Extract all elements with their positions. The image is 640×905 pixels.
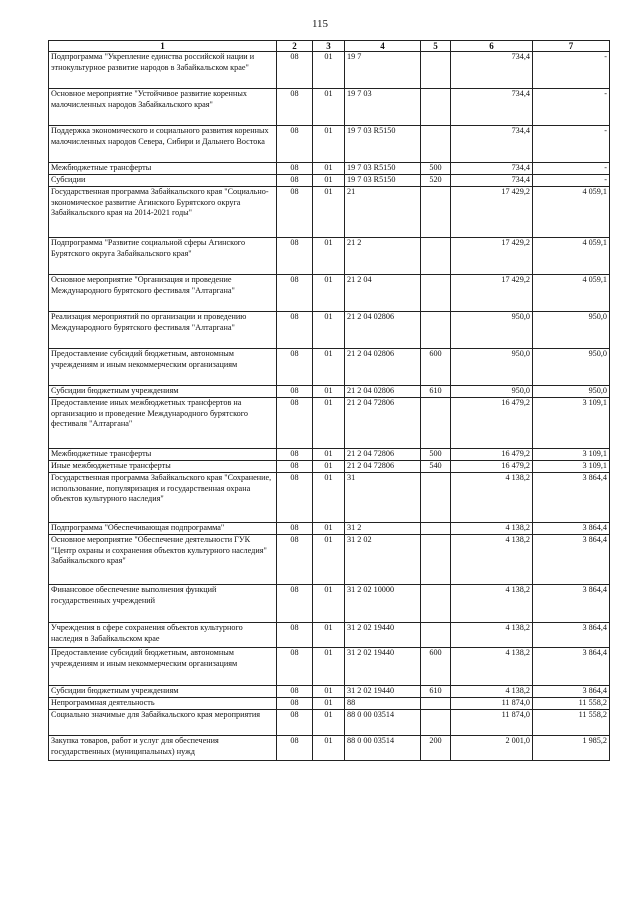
row-section-code: 08 — [277, 535, 313, 585]
row-section-code: 08 — [277, 461, 313, 473]
row-amount-2: - — [533, 52, 610, 89]
row-target-code: 88 0 00 03514 — [345, 710, 421, 736]
row-amount-2: - — [533, 163, 610, 175]
row-amount-1: 17 429,2 — [451, 238, 533, 275]
table-row — [49, 623, 610, 648]
row-amount-2: 4 059,1 — [533, 275, 610, 312]
row-subsection-code: 01 — [313, 585, 345, 623]
row-expense-type: 540 — [421, 461, 451, 473]
row-target-code: 19 7 — [345, 52, 421, 89]
row-name: Государственная программа Забайкальского края "Социально-экономическое развитие Агинского Бурятского округа Забайкальского края на 2014-2021 годы" — [49, 187, 277, 238]
row-name: Предоставление субсидий бюджетным, автономным учреждениям и иным некоммерческим организациям — [49, 349, 277, 386]
row-target-code: 21 2 04 72806 — [345, 461, 421, 473]
row-amount-1: 4 138,2 — [451, 623, 533, 648]
row-target-code: 31 2 02 — [345, 535, 421, 585]
row-target-code: 21 2 04 02806 — [345, 349, 421, 386]
row-subsection-code: 01 — [313, 698, 345, 710]
row-section-code: 08 — [277, 585, 313, 623]
row-section-code: 08 — [277, 163, 313, 175]
row-section-code: 08 — [277, 686, 313, 698]
row-subsection-code: 01 — [313, 386, 345, 398]
row-amount-1: 16 479,2 — [451, 398, 533, 449]
column-header-4: 4 — [345, 41, 421, 52]
table-row — [49, 648, 610, 686]
row-subsection-code: 01 — [313, 449, 345, 461]
table-row — [49, 710, 610, 736]
row-amount-1: 4 138,2 — [451, 648, 533, 686]
row-amount-1: 4 138,2 — [451, 473, 533, 523]
row-amount-2: 3 109,1 — [533, 398, 610, 449]
row-subsection-code: 01 — [313, 623, 345, 648]
row-subsection-code: 01 — [313, 473, 345, 523]
row-target-code: 21 2 04 02806 — [345, 312, 421, 349]
row-expense-type: 200 — [421, 736, 451, 761]
row-expense-type: 600 — [421, 349, 451, 386]
row-subsection-code: 01 — [313, 523, 345, 535]
row-amount-2: 11 558,2 — [533, 710, 610, 736]
table-row — [49, 312, 610, 349]
row-target-code: 31 — [345, 473, 421, 523]
row-target-code: 31 2 02 19440 — [345, 686, 421, 698]
table-row — [49, 473, 610, 523]
row-target-code: 21 2 04 — [345, 275, 421, 312]
row-subsection-code: 01 — [313, 126, 345, 163]
row-name: Поддержка экономического и социального развития коренных малочисленных народов Севера, Сибири и Дальнего Востока — [49, 126, 277, 163]
row-target-code: 19 7 03 — [345, 89, 421, 126]
table-row — [49, 163, 610, 175]
row-name: Основное мероприятие "Обеспечение деятельности ГУК "Центр охраны и сохранения объектов культурного наследия" Забайкальского края" — [49, 535, 277, 585]
row-expense-type — [421, 698, 451, 710]
row-expense-type — [421, 187, 451, 238]
row-amount-1: 950,0 — [451, 349, 533, 386]
row-subsection-code: 01 — [313, 312, 345, 349]
row-amount-1: 950,0 — [451, 312, 533, 349]
row-target-code: 21 2 04 72806 — [345, 449, 421, 461]
table-row — [49, 175, 610, 187]
row-section-code: 08 — [277, 175, 313, 187]
row-name: Государственная программа Забайкальского края "Сохранение, использование, популяризация и государственная охрана объектов культурного наследия" — [49, 473, 277, 523]
row-section-code: 08 — [277, 187, 313, 238]
row-amount-2: 1 985,2 — [533, 736, 610, 761]
row-amount-2: 11 558,2 — [533, 698, 610, 710]
row-amount-2: 4 059,1 — [533, 187, 610, 238]
row-expense-type: 500 — [421, 449, 451, 461]
row-subsection-code: 01 — [313, 89, 345, 126]
row-amount-1: 11 874,0 — [451, 710, 533, 736]
row-name: Иные межбюджетные трансферты — [49, 461, 277, 473]
row-target-code: 31 2 02 10000 — [345, 585, 421, 623]
row-name: Предоставление субсидий бюджетным, автономным учреждениям и иным некоммерческим организациям — [49, 648, 277, 686]
row-subsection-code: 01 — [313, 535, 345, 585]
row-amount-1: 16 479,2 — [451, 449, 533, 461]
row-section-code: 08 — [277, 623, 313, 648]
row-name: Субсидии — [49, 175, 277, 187]
row-expense-type — [421, 312, 451, 349]
row-expense-type: 610 — [421, 686, 451, 698]
table-row — [49, 238, 610, 275]
row-name: Реализация мероприятий по организации и проведению Международного бурятского фестиваля "Алтаргана" — [49, 312, 277, 349]
table-row — [49, 275, 610, 312]
table-row — [49, 386, 610, 398]
row-name: Финансовое обеспечение выполнения функций государственных учреждений — [49, 585, 277, 623]
row-name: Подпрограмма "Развитие социальной сферы Агинского Бурятского округа Забайкальского края" — [49, 238, 277, 275]
row-name: Подпрограмма "Укрепление единства российской нации и этнокультурное развитие народов в Забайкальском крае" — [49, 52, 277, 89]
row-expense-type — [421, 710, 451, 736]
row-amount-2: 3 864,4 — [533, 473, 610, 523]
row-subsection-code: 01 — [313, 349, 345, 386]
row-subsection-code: 01 — [313, 275, 345, 312]
row-name: Учреждения в сфере сохранения объектов культурного наследия в Забайкальском крае — [49, 623, 277, 648]
table-row — [49, 89, 610, 126]
column-header-3: 3 — [313, 41, 345, 52]
row-expense-type — [421, 623, 451, 648]
table-row — [49, 736, 610, 761]
row-expense-type — [421, 523, 451, 535]
row-name: Межбюджетные трансферты — [49, 163, 277, 175]
row-target-code: 21 2 — [345, 238, 421, 275]
table-row — [49, 187, 610, 238]
table-row — [49, 52, 610, 89]
row-name: Закупка товаров, работ и услуг для обеспечения государственных (муниципальных) нужд — [49, 736, 277, 761]
row-amount-2: 4 059,1 — [533, 238, 610, 275]
row-name: Предоставление иных межбюджетных трансфертов на организацию и проведение Международного бурятского фестиваля "Алтаргана" — [49, 398, 277, 449]
row-amount-1: 734,4 — [451, 89, 533, 126]
table-row — [49, 461, 610, 473]
row-amount-1: 11 874,0 — [451, 698, 533, 710]
row-target-code: 31 2 02 19440 — [345, 648, 421, 686]
row-amount-2: 3 864,4 — [533, 535, 610, 585]
table-row — [49, 126, 610, 163]
row-section-code: 08 — [277, 398, 313, 449]
row-amount-2: 3 864,4 — [533, 523, 610, 535]
row-amount-2: 3 109,1 — [533, 449, 610, 461]
row-section-code: 08 — [277, 238, 313, 275]
row-name: Социально значимые для Забайкальского края мероприятия — [49, 710, 277, 736]
table-row — [49, 523, 610, 535]
budget-table — [48, 40, 610, 761]
column-header-6: 6 — [451, 41, 533, 52]
row-target-code: 88 0 00 03514 — [345, 736, 421, 761]
row-target-code: 19 7 03 R5150 — [345, 126, 421, 163]
table-row — [49, 398, 610, 449]
row-section-code: 08 — [277, 312, 313, 349]
row-amount-2: 3 864,4 — [533, 648, 610, 686]
row-name: Субсидии бюджетным учреждениям — [49, 686, 277, 698]
row-section-code: 08 — [277, 736, 313, 761]
row-amount-1: 16 479,2 — [451, 461, 533, 473]
row-subsection-code: 01 — [313, 686, 345, 698]
row-name: Межбюджетные трансферты — [49, 449, 277, 461]
row-section-code: 08 — [277, 126, 313, 163]
table-row — [49, 449, 610, 461]
row-amount-1: 4 138,2 — [451, 686, 533, 698]
row-name: Подпрограмма "Обеспечивающая подпрограмма" — [49, 523, 277, 535]
row-amount-1: 734,4 — [451, 175, 533, 187]
row-amount-1: 17 429,2 — [451, 275, 533, 312]
row-amount-1: 734,4 — [451, 126, 533, 163]
row-subsection-code: 01 — [313, 710, 345, 736]
row-subsection-code: 01 — [313, 736, 345, 761]
row-expense-type — [421, 238, 451, 275]
row-name: Непрограммная деятельность — [49, 698, 277, 710]
row-name: Основное мероприятие "Устойчивое развитие коренных малочисленных народов Забайкальского края" — [49, 89, 277, 126]
row-subsection-code: 01 — [313, 52, 345, 89]
row-section-code: 08 — [277, 386, 313, 398]
header-row — [49, 41, 610, 52]
row-name: Субсидии бюджетным учреждениям — [49, 386, 277, 398]
row-section-code: 08 — [277, 275, 313, 312]
row-amount-2: 3 864,4 — [533, 623, 610, 648]
row-amount-1: 734,4 — [451, 163, 533, 175]
row-subsection-code: 01 — [313, 163, 345, 175]
row-subsection-code: 01 — [313, 238, 345, 275]
row-amount-1: 2 001,0 — [451, 736, 533, 761]
row-section-code: 08 — [277, 648, 313, 686]
row-expense-type: 500 — [421, 163, 451, 175]
row-subsection-code: 01 — [313, 461, 345, 473]
column-header-7: 7 — [533, 41, 610, 52]
column-header-1: 1 — [49, 41, 277, 52]
row-target-code: 31 2 02 19440 — [345, 623, 421, 648]
row-amount-2: 3 864,4 — [533, 585, 610, 623]
row-amount-2: 950,0 — [533, 386, 610, 398]
row-section-code: 08 — [277, 523, 313, 535]
table-row — [49, 585, 610, 623]
row-section-code: 08 — [277, 52, 313, 89]
column-header-2: 2 — [277, 41, 313, 52]
row-expense-type — [421, 52, 451, 89]
row-amount-1: 734,4 — [451, 52, 533, 89]
row-target-code: 21 2 04 72806 — [345, 398, 421, 449]
row-subsection-code: 01 — [313, 398, 345, 449]
row-expense-type: 600 — [421, 648, 451, 686]
row-expense-type — [421, 585, 451, 623]
row-amount-2: 3 109,1 — [533, 461, 610, 473]
row-section-code: 08 — [277, 698, 313, 710]
row-expense-type: 520 — [421, 175, 451, 187]
row-target-code: 19 7 03 R5150 — [345, 163, 421, 175]
table-body — [49, 52, 610, 761]
row-expense-type — [421, 275, 451, 312]
row-target-code: 88 — [345, 698, 421, 710]
table-row — [49, 698, 610, 710]
row-target-code: 19 7 03 R5150 — [345, 175, 421, 187]
column-header-5: 5 — [421, 41, 451, 52]
row-amount-2: - — [533, 175, 610, 187]
row-amount-2: 3 864,4 — [533, 686, 610, 698]
row-subsection-code: 01 — [313, 648, 345, 686]
row-amount-2: - — [533, 89, 610, 126]
row-target-code: 21 2 04 02806 — [345, 386, 421, 398]
row-amount-2: 950,0 — [533, 312, 610, 349]
row-name: Основное мероприятие "Организация и проведение Международного бурятского фестиваля "Алтаргана" — [49, 275, 277, 312]
row-expense-type — [421, 126, 451, 163]
row-section-code: 08 — [277, 89, 313, 126]
row-amount-1: 4 138,2 — [451, 523, 533, 535]
row-target-code: 31 2 — [345, 523, 421, 535]
row-expense-type — [421, 535, 451, 585]
table-row — [49, 535, 610, 585]
table-header — [49, 41, 610, 52]
row-expense-type: 610 — [421, 386, 451, 398]
row-expense-type — [421, 89, 451, 126]
row-section-code: 08 — [277, 349, 313, 386]
row-expense-type — [421, 398, 451, 449]
row-section-code: 08 — [277, 449, 313, 461]
row-target-code: 21 — [345, 187, 421, 238]
table-row — [49, 349, 610, 386]
row-amount-1: 950,0 — [451, 386, 533, 398]
row-section-code: 08 — [277, 473, 313, 523]
row-section-code: 08 — [277, 710, 313, 736]
row-amount-1: 4 138,2 — [451, 535, 533, 585]
row-expense-type — [421, 473, 451, 523]
page-number: 115 — [311, 18, 329, 30]
row-amount-2: - — [533, 126, 610, 163]
row-subsection-code: 01 — [313, 175, 345, 187]
row-subsection-code: 01 — [313, 187, 345, 238]
row-amount-2: 950,0 — [533, 349, 610, 386]
row-amount-1: 17 429,2 — [451, 187, 533, 238]
table-row — [49, 686, 610, 698]
row-amount-1: 4 138,2 — [451, 585, 533, 623]
